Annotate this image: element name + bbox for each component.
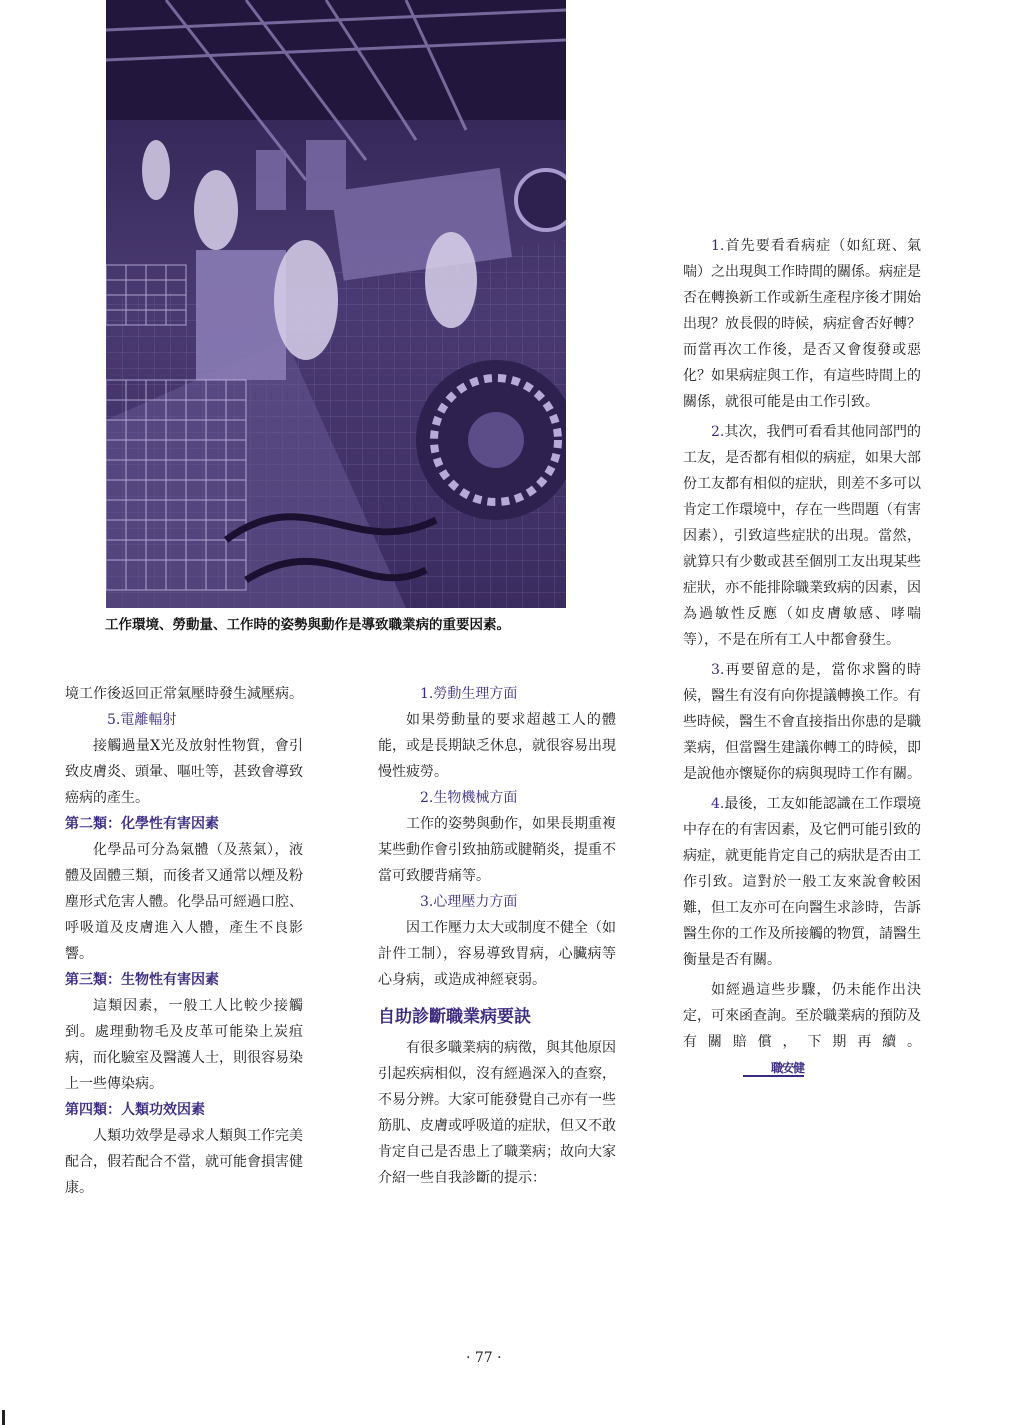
- column-right: [683, 233, 921, 1085]
- tip-3: [683, 657, 921, 787]
- page-number: · 77 ·: [466, 1350, 502, 1366]
- column-middle: [378, 681, 616, 1191]
- tip-1-text: 首先要看看病症（如紅斑、氣喘）之出現與工作時間的關係。病症是否在轉換新工作或新生產程序後才開始出現？放長假的時候，病症會否好轉？而當再次工作後，是否又會復發或惡化？如果病症與工作，有這些時間上的關係，就很可能是由工作引致。: [683, 238, 921, 410]
- subsection-3-text: 因工作壓力太大或制度不健全（如計件工制），容易導致胃病，心臟病等心身病，或造成神經衰弱。: [378, 920, 616, 988]
- category-4-heading: 第四類：人類功效因素: [65, 1102, 205, 1118]
- category-2-text: 化學品可分為氣體（及蒸氣），液體及固體三類，而後者又通常以煙及粉塵形式危害人體。化學品可經過口腔、呼吸道及皮膚進入人體，產生不良影響。: [65, 842, 303, 962]
- tip-4-text: 最後，工友如能認識在工作環境中存在的有害因素，及它們可能引致的病症，就更能肯定自己的病狀是否由工作引致。這對於一般工友來說會較困難，但工友亦可在向醫生求診時，告訴醫生你的工作及所接觸的物質，請醫生衡量是否有關。: [683, 796, 921, 968]
- subsection-3-label: 3.心理壓力方面: [420, 894, 518, 910]
- tip-4-number: 4.: [711, 796, 725, 812]
- publication-logo: 職安健: [743, 1061, 804, 1077]
- tip-3-text: 再要留意的是，當你求醫的時候，醫生有沒有向你提議轉換工作。有些時候，醫生不會直接指出你患的是職業病，但當醫生建議你轉工的時候，即是說他亦懷疑你的病與現時工作有關。: [683, 662, 921, 782]
- tip-4: [683, 791, 921, 973]
- scan-edge-mark: [2, 1410, 5, 1425]
- tip-1: [683, 233, 921, 415]
- tip-2: [683, 419, 921, 653]
- factory-photo: [106, 0, 566, 608]
- tip-2-text: 其次，我們可看看其他同部門的工友，是否都有相似的病症，如果大部份工友都有相似的症狀，則差不多可以肯定工作環境中，存在一些問題（有害因素），引致這些症狀的出現。當然，就算只有少數或甚至個別工友出現某些症狀，亦不能排除職業致病的因素，因為過敏性反應（如皮膚敏感、哮喘等），不是在所有工人中都會發生。: [683, 424, 921, 648]
- category-3-text: 這類因素，一般工人比較少接觸到。處理動物毛及皮革可能染上炭疽病，而化驗室及醫護人士，則很容易染上一些傳染病。: [65, 998, 303, 1092]
- section-heading: 自助診斷職業病要訣: [378, 1007, 531, 1027]
- category-2-heading: 第二類：化學性有害因素: [65, 816, 219, 832]
- tip-3-number: 3.: [711, 662, 725, 678]
- paragraph-continued: 境工作後返回正常氣壓時發生減壓病。: [65, 686, 303, 702]
- subsection-2-text: 工作的姿勢與動作，如果長期重複某些動作會引致抽筋或腱鞘炎，提重不當可致腰背痛等。: [378, 816, 616, 884]
- category-4-text: 人類功效學是尋求人類與工作完美配合，假若配合不當，就可能會損害健康。: [65, 1128, 303, 1196]
- tip-2-number: 2.: [711, 424, 725, 440]
- subsection-1-label: 1.勞動生理方面: [420, 686, 518, 702]
- subsection-1-text: 如果勞動量的要求超越工人的體能，或是長期缺乏休息，就很容易出現慢性疲勞。: [378, 712, 616, 780]
- photo-caption: 工作環境、勞動量、工作時的姿勢與動作是導致職業病的重要因素。: [105, 617, 510, 633]
- factory-assembly-line-image: [106, 0, 566, 608]
- tip-1-number: 1.: [711, 238, 725, 254]
- column-left: [65, 681, 303, 1201]
- item-5-text: 接觸過量X光及放射性物質，會引致皮膚炎、頭暈、嘔吐等，甚致會導致癌病的產生。: [65, 738, 303, 806]
- closing-paragraph: [683, 977, 921, 1081]
- item-5-label: 5.電離輻射: [107, 712, 177, 728]
- category-3-heading: 第三類：生物性有害因素: [65, 972, 219, 988]
- subsection-2-label: 2.生物機械方面: [420, 790, 518, 806]
- closing-text: 如經過這些步驟，仍未能作出決定，可來函查詢。至於職業病的預防及有關賠償，下期再續。: [683, 982, 921, 1050]
- section-intro: 有很多職業病的病徵，與其他原因引起疾病相似，沒有經過深入的查察，不易分辨。大家可能發覺自己亦有一些筋肌、皮膚或呼吸道的症狀，但又不敢肯定自己是否患上了職業病；故向大家介紹一些自我診斷的提示：: [378, 1040, 616, 1186]
